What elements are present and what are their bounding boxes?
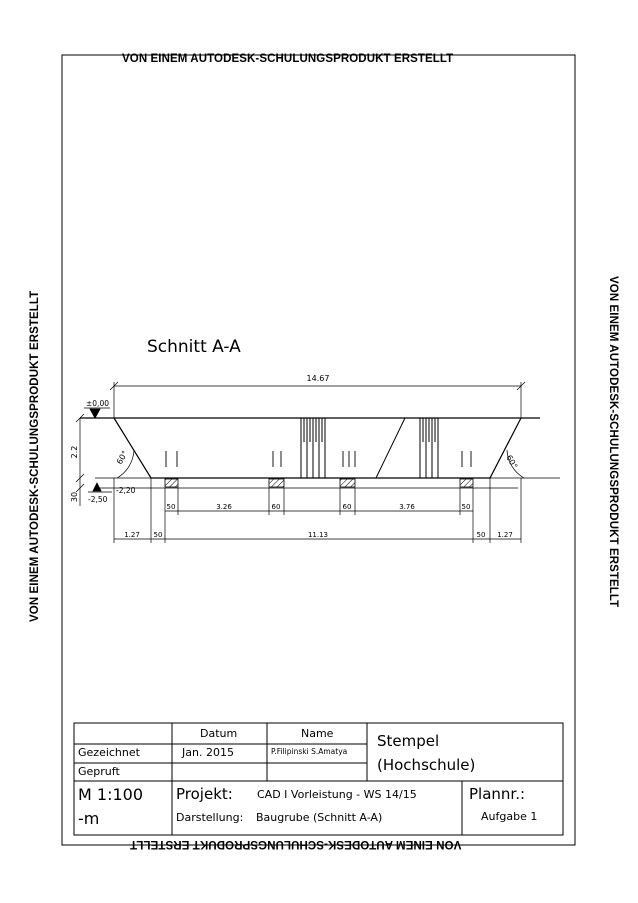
row-drawn-name: P.Filipinski S.Amatya xyxy=(271,747,348,756)
dim-row2-4: 3.76 xyxy=(399,503,415,511)
dimension-row-2 xyxy=(165,488,473,515)
representation-label: Darstellung: xyxy=(176,811,244,824)
level-marker-top xyxy=(84,408,110,418)
dim-inner: 11.13 xyxy=(307,531,329,539)
col-name: Name xyxy=(301,727,334,740)
stamp-line-2: (Hochschule) xyxy=(377,756,476,774)
foundation-blocks xyxy=(165,479,473,487)
overall-dimension xyxy=(110,382,525,418)
watermark-top: VON EINEM AUTODESK-SCHULUNGSPRODUKT ERSTELLT xyxy=(122,53,454,65)
depth-dimension-label: 30 xyxy=(70,491,79,503)
dim-gap-right: 50 xyxy=(476,531,486,539)
dim-foot-left: 1.27 xyxy=(124,531,140,539)
scale: M 1:100 xyxy=(78,785,143,804)
level-bottom-label: -2,50 xyxy=(88,495,108,504)
dim-gap-left: 50 xyxy=(153,531,163,539)
dim-foot-right: 1.27 xyxy=(497,531,513,539)
watermark-right: VON EINEM AUTODESK-SCHULUNGSPRODUKT ERSTELLT xyxy=(607,276,619,608)
project-label: Projekt: xyxy=(176,785,233,803)
dim-row2-1: 3.26 xyxy=(216,503,232,511)
plan-label: Plannr.: xyxy=(469,785,526,803)
excavation-profile xyxy=(80,418,560,488)
col-datum: Datum xyxy=(200,727,238,740)
row-drawn-date: Jan. 2015 xyxy=(182,746,234,759)
angle-left-label: 60° xyxy=(114,449,130,466)
dim-row2-3: 60 xyxy=(342,503,352,511)
dim-row2-2: 60 xyxy=(271,503,281,511)
unit: -m xyxy=(78,809,100,828)
stamp-line-1: Stempel xyxy=(377,732,440,750)
watermark-left: VON EINEM AUTODESK-SCHULUNGSPRODUKT ERSTELLT xyxy=(29,290,41,622)
height-dimension-label: 2.2 xyxy=(70,445,79,459)
level-top-label: ±0,00 xyxy=(86,399,109,408)
angle-right-label: 60° xyxy=(504,453,520,471)
representation-value: Baugrube (Schnitt A-A) xyxy=(256,811,383,824)
watermark-bottom: VON EINEM AUTODESK-SCHULUNGSPRODUKT ERSTELLT xyxy=(130,838,462,850)
angle-arcs xyxy=(114,449,524,478)
row-drawn-label: Gezeichnet xyxy=(78,746,140,759)
level-excavation-label: -2,20 xyxy=(116,486,136,495)
dim-row2-0: 50 xyxy=(166,503,176,511)
plan-value: Aufgabe 1 xyxy=(481,810,538,823)
overall-dimension-label: 14.67 xyxy=(306,374,330,383)
section-title: Schnitt A-A xyxy=(147,337,241,357)
support-columns xyxy=(301,418,438,478)
dim-row2-5: 50 xyxy=(461,503,471,511)
level-marker-bottom xyxy=(88,483,112,492)
row-checked-label: Gepruft xyxy=(78,765,120,778)
project-value: CAD I Vorleistung - WS 14/15 xyxy=(257,788,417,801)
